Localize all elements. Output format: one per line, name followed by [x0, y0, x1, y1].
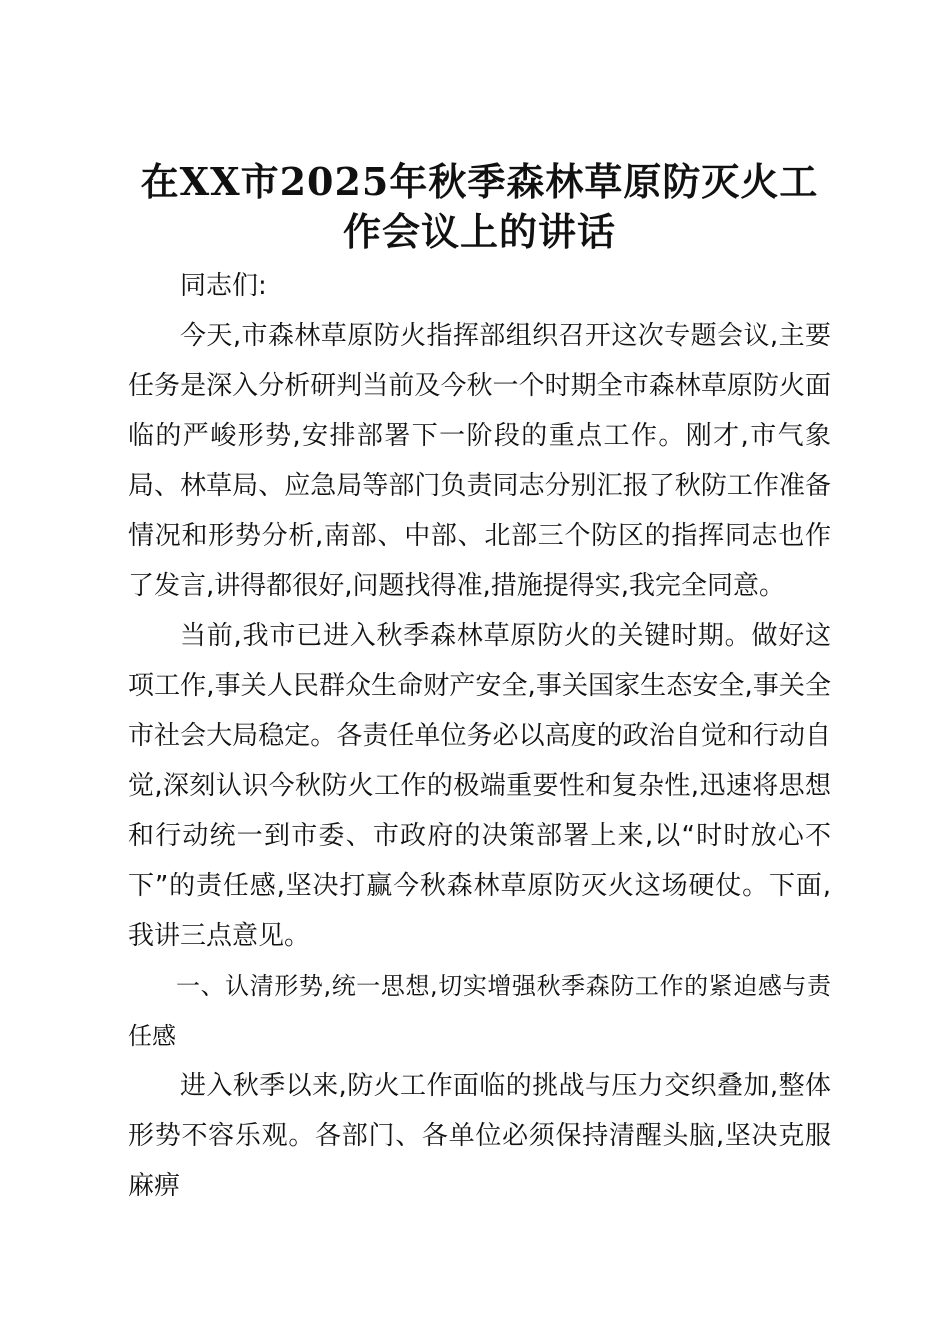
document-title: 在XX市2025年秋季森林草原防灭火工作会议上的讲话	[140, 159, 819, 254]
section-heading-1: 一、认清形势,统一思想,切实增强秋季森防工作的紧迫感与责任感	[128, 972, 831, 1050]
paragraph-situation: 当前,我市已进入秋季森林草原防火的关键时期。做好这项工作,事关人民群众生命财产安全,事关国家生态安全,事关全市社会大局稳定。各责任单位务必以高度的政治自觉和行动自觉,深刻认识今秋防火工作的极端重要性和复杂性,迅速将思想和行动统一到市委、市政府的决策部署上来,以“时时放心不下”的责任感,坚决打赢今秋森林草原防灭火这场硬仗。下面,我讲三点意见。	[128, 621, 831, 951]
document-body	[128, 157, 831, 1211]
paragraph-intro: 今天,市森林草原防火指挥部组织召开这次专题会议,主要任务是深入分析研判当前及今秋一个时期全市森林草原防火面临的严峻形势,安排部署下一阶段的重点工作。刚才,市气象局、林草局、应急局等部门负责同志分别汇报了秋防工作准备情况和形势分析,南部、中部、北部三个防区的指挥同志也作了发言,讲得都很好,问题找得准,措施提得实,我完全同意。	[128, 321, 831, 601]
paragraph-section-1: 进入秋季以来,防火工作面临的挑战与压力交织叠加,整体形势不容乐观。各部门、各单位必须保持清醒头脑,坚决克服麻痹	[128, 1071, 831, 1201]
salutation: 同志们:	[180, 271, 267, 301]
